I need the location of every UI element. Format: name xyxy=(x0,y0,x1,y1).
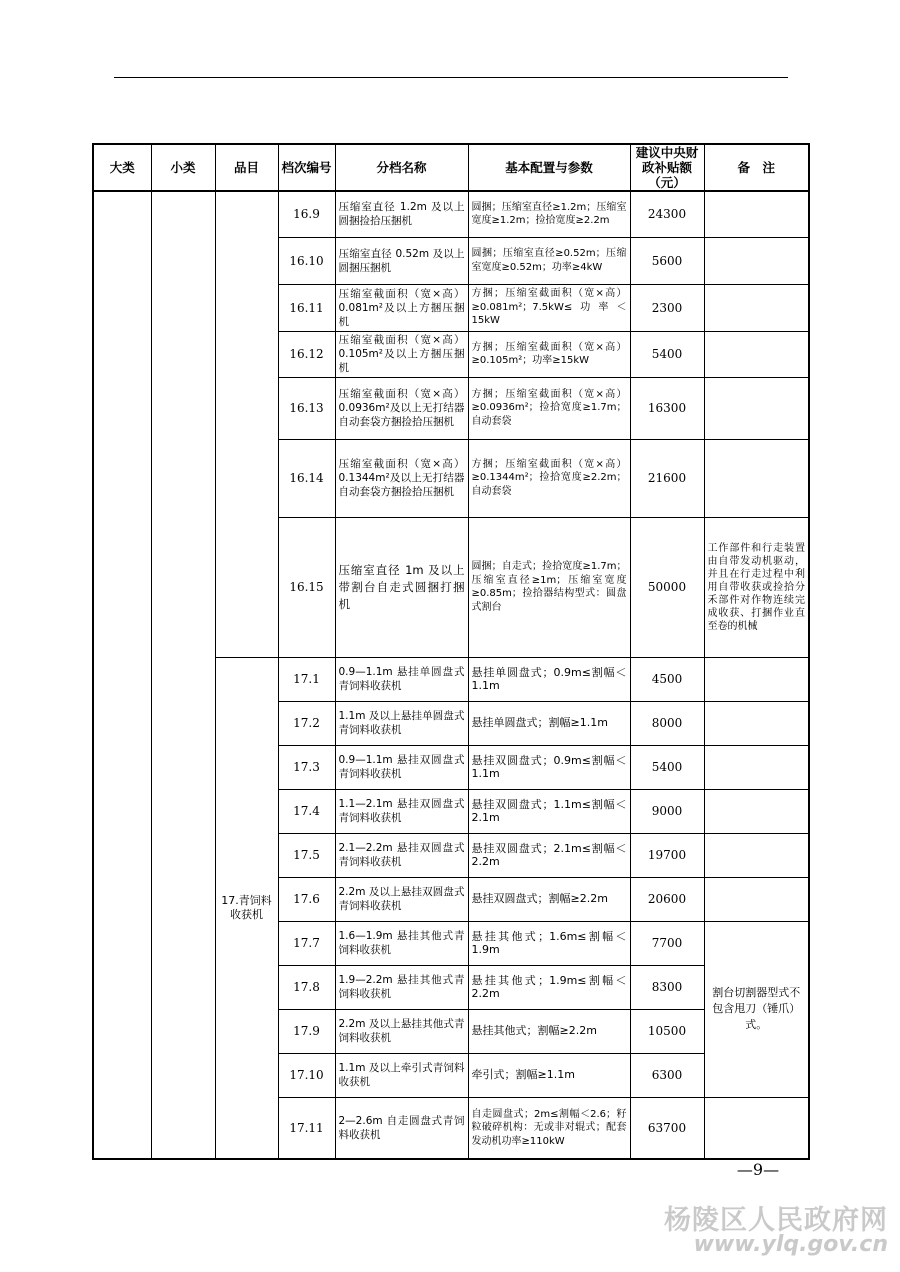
row-amount: 4500 xyxy=(630,657,704,701)
row-spec: 悬挂双圆盘式；0.9m≤割幅＜1.1m xyxy=(468,745,630,789)
row-note xyxy=(704,701,809,745)
row-spec: 悬挂双圆盘式；2.1m≤割幅＜2.2m xyxy=(468,833,630,877)
watermark-url: www.ylq.gov.cn xyxy=(693,1232,888,1257)
row-code: 16.13 xyxy=(278,377,335,439)
row-code: 17.8 xyxy=(278,965,335,1009)
row-spec: 圆捆；压缩室直径≥0.52m；压缩室宽度≥0.52m；功率≥4kW xyxy=(468,237,630,284)
row-amount: 2300 xyxy=(630,284,704,331)
row-code: 16.11 xyxy=(278,284,335,331)
row-code: 17.10 xyxy=(278,1053,335,1097)
row-spec: 悬挂其他式；割幅≥2.2m xyxy=(468,1009,630,1053)
row-name: 压缩室截面积（宽×高）0.0936m²及以上无打结器自动套袋方捆捡拾压捆机 xyxy=(335,377,468,439)
row-name: 压缩室直径 1m 及以上带割台自走式圆捆打捆机 xyxy=(335,517,468,657)
row-spec: 方捆；压缩室截面积（宽×高）≥0.105m²；功率≥15kW xyxy=(468,331,630,377)
row-name: 0.9—1.1m 悬挂单圆盘式青饲料收获机 xyxy=(335,657,468,701)
row-note xyxy=(704,331,809,377)
header-amount: 建议中央财政补贴额（元） xyxy=(630,144,704,191)
header-dalei: 大类 xyxy=(93,144,151,191)
row-code: 17.3 xyxy=(278,745,335,789)
header-spec: 基本配置与参数 xyxy=(468,144,630,191)
row-name: 压缩室直径 0.52m 及以上圆捆压捆机 xyxy=(335,237,468,284)
row-note: 工作部件和行走装置由自带发动机驱动，并且在行走过程中利用自带收获或捡拾分禾部件对作物连续完成收获、打捆作业直至卷的机械 xyxy=(704,517,809,657)
row-code: 17.4 xyxy=(278,789,335,833)
row-spec: 悬挂其他式；1.6m≤割幅＜1.9m xyxy=(468,921,630,965)
row-note xyxy=(704,877,809,921)
row-amount: 16300 xyxy=(630,377,704,439)
table-row xyxy=(93,191,809,237)
row-spec: 悬挂单圆盘式；0.9m≤割幅＜1.1m xyxy=(468,657,630,701)
row-note xyxy=(704,284,809,331)
row-spec: 悬挂单圆盘式；割幅≥1.1m xyxy=(468,701,630,745)
row-name: 2.2m 及以上悬挂其他式青饲料收获机 xyxy=(335,1009,468,1053)
row-code: 16.10 xyxy=(278,237,335,284)
row-name: 1.1m 及以上牵引式青饲料收获机 xyxy=(335,1053,468,1097)
row-code: 16.15 xyxy=(278,517,335,657)
row-spec: 方捆；压缩室截面积（宽×高）≥0.0936m²；捡拾宽度≥1.7m；自动套袋 xyxy=(468,377,630,439)
row-code: 17.9 xyxy=(278,1009,335,1053)
xiaolei-cell xyxy=(151,191,215,1159)
row-name: 0.9—1.1m 悬挂双圆盘式青饲料收获机 xyxy=(335,745,468,789)
row-amount: 8000 xyxy=(630,701,704,745)
row-spec: 方捆；压缩室截面积（宽×高）≥0.081m²；7.5kW≤功率＜15kW xyxy=(468,284,630,331)
row-name: 压缩室截面积（宽×高）0.1344m²及以上无打结器自动套袋方捆捡拾压捆机 xyxy=(335,439,468,517)
row-note xyxy=(704,237,809,284)
row-amount: 5600 xyxy=(630,237,704,284)
table-header-row xyxy=(93,144,809,191)
watermark-site-name: 杨陵区人民政府网 xyxy=(664,1205,888,1236)
row-amount: 20600 xyxy=(630,877,704,921)
row-spec: 牵引式；割幅≥1.1m xyxy=(468,1053,630,1097)
row-amount: 6300 xyxy=(630,1053,704,1097)
row-amount: 10500 xyxy=(630,1009,704,1053)
row-spec: 圆捆；自走式；捡拾宽度≥1.7m；压缩室直径≥1m；压缩室宽度≥0.85m；捡拾器结构型式：圆盘式割台 xyxy=(468,517,630,657)
row-code: 17.1 xyxy=(278,657,335,701)
row-spec: 方捆；压缩室截面积（宽×高）≥0.1344m²；捡拾宽度≥2.2m；自动套袋 xyxy=(468,439,630,517)
row-name: 1.9—2.2m 悬挂其他式青饲料收获机 xyxy=(335,965,468,1009)
row-name: 压缩室截面积（宽×高）0.105m²及以上方捆压捆机 xyxy=(335,331,468,377)
pinmu-cell-16 xyxy=(215,191,278,657)
header-pinmu: 品目 xyxy=(215,144,278,191)
row-name: 压缩室截面积（宽×高）0.081m²及以上方捆压捆机 xyxy=(335,284,468,331)
row-amount: 19700 xyxy=(630,833,704,877)
header-code: 档次编号 xyxy=(278,144,335,191)
header-note: 备 注 xyxy=(704,144,809,191)
row-spec: 自走圆盘式；2m≤割幅＜2.6；籽粒破碎机构：无或非对辊式；配套发动机功率≥110kW xyxy=(468,1097,630,1159)
row-name: 1.1—2.1m 悬挂双圆盘式青饲料收获机 xyxy=(335,789,468,833)
header-xiaolei: 小类 xyxy=(151,144,215,191)
row-code: 17.11 xyxy=(278,1097,335,1159)
row-spec: 悬挂双圆盘式；1.1m≤割幅＜2.1m xyxy=(468,789,630,833)
row-code: 16.12 xyxy=(278,331,335,377)
row-note xyxy=(704,191,809,237)
row-note-merged: 割台切割器型式不包含甩刀（锤爪）式。 xyxy=(704,921,809,1097)
row-note xyxy=(704,745,809,789)
header-name: 分档名称 xyxy=(335,144,468,191)
row-spec: 悬挂其他式；1.9m≤割幅＜2.2m xyxy=(468,965,630,1009)
row-name: 2.2m 及以上悬挂双圆盘式青饲料收获机 xyxy=(335,877,468,921)
row-name: 2—2.6m 自走圆盘式青饲料收获机 xyxy=(335,1097,468,1159)
page-number: —9— xyxy=(736,1160,780,1179)
row-note xyxy=(704,789,809,833)
row-note xyxy=(704,439,809,517)
row-code: 17.6 xyxy=(278,877,335,921)
subsidy-table xyxy=(92,143,810,1160)
row-amount: 50000 xyxy=(630,517,704,657)
row-amount: 24300 xyxy=(630,191,704,237)
dalei-cell xyxy=(93,191,151,1159)
row-amount: 21600 xyxy=(630,439,704,517)
row-note xyxy=(704,657,809,701)
pinmu-cell-17: 17.青饲料收获机 xyxy=(215,657,278,1159)
row-spec: 圆捆；压缩室直径≥1.2m；压缩室宽度≥1.2m；捡拾宽度≥2.2m xyxy=(468,191,630,237)
row-amount: 5400 xyxy=(630,745,704,789)
row-name: 压缩室直径 1.2m 及以上圆捆捡拾压捆机 xyxy=(335,191,468,237)
row-spec: 悬挂双圆盘式；割幅≥2.2m xyxy=(468,877,630,921)
row-amount: 63700 xyxy=(630,1097,704,1159)
row-amount: 5400 xyxy=(630,331,704,377)
row-code: 17.7 xyxy=(278,921,335,965)
row-code: 16.9 xyxy=(278,191,335,237)
row-amount: 9000 xyxy=(630,789,704,833)
row-amount: 7700 xyxy=(630,921,704,965)
row-code: 17.5 xyxy=(278,833,335,877)
row-note xyxy=(704,833,809,877)
row-name: 1.6—1.9m 悬挂其他式青饲料收获机 xyxy=(335,921,468,965)
row-note xyxy=(704,1097,809,1159)
row-code: 16.14 xyxy=(278,439,335,517)
row-name: 2.1—2.2m 悬挂双圆盘式青饲料收获机 xyxy=(335,833,468,877)
header-rule xyxy=(114,77,788,78)
row-amount: 8300 xyxy=(630,965,704,1009)
row-code: 17.2 xyxy=(278,701,335,745)
row-name: 1.1m 及以上悬挂单圆盘式青饲料收获机 xyxy=(335,701,468,745)
row-note xyxy=(704,377,809,439)
